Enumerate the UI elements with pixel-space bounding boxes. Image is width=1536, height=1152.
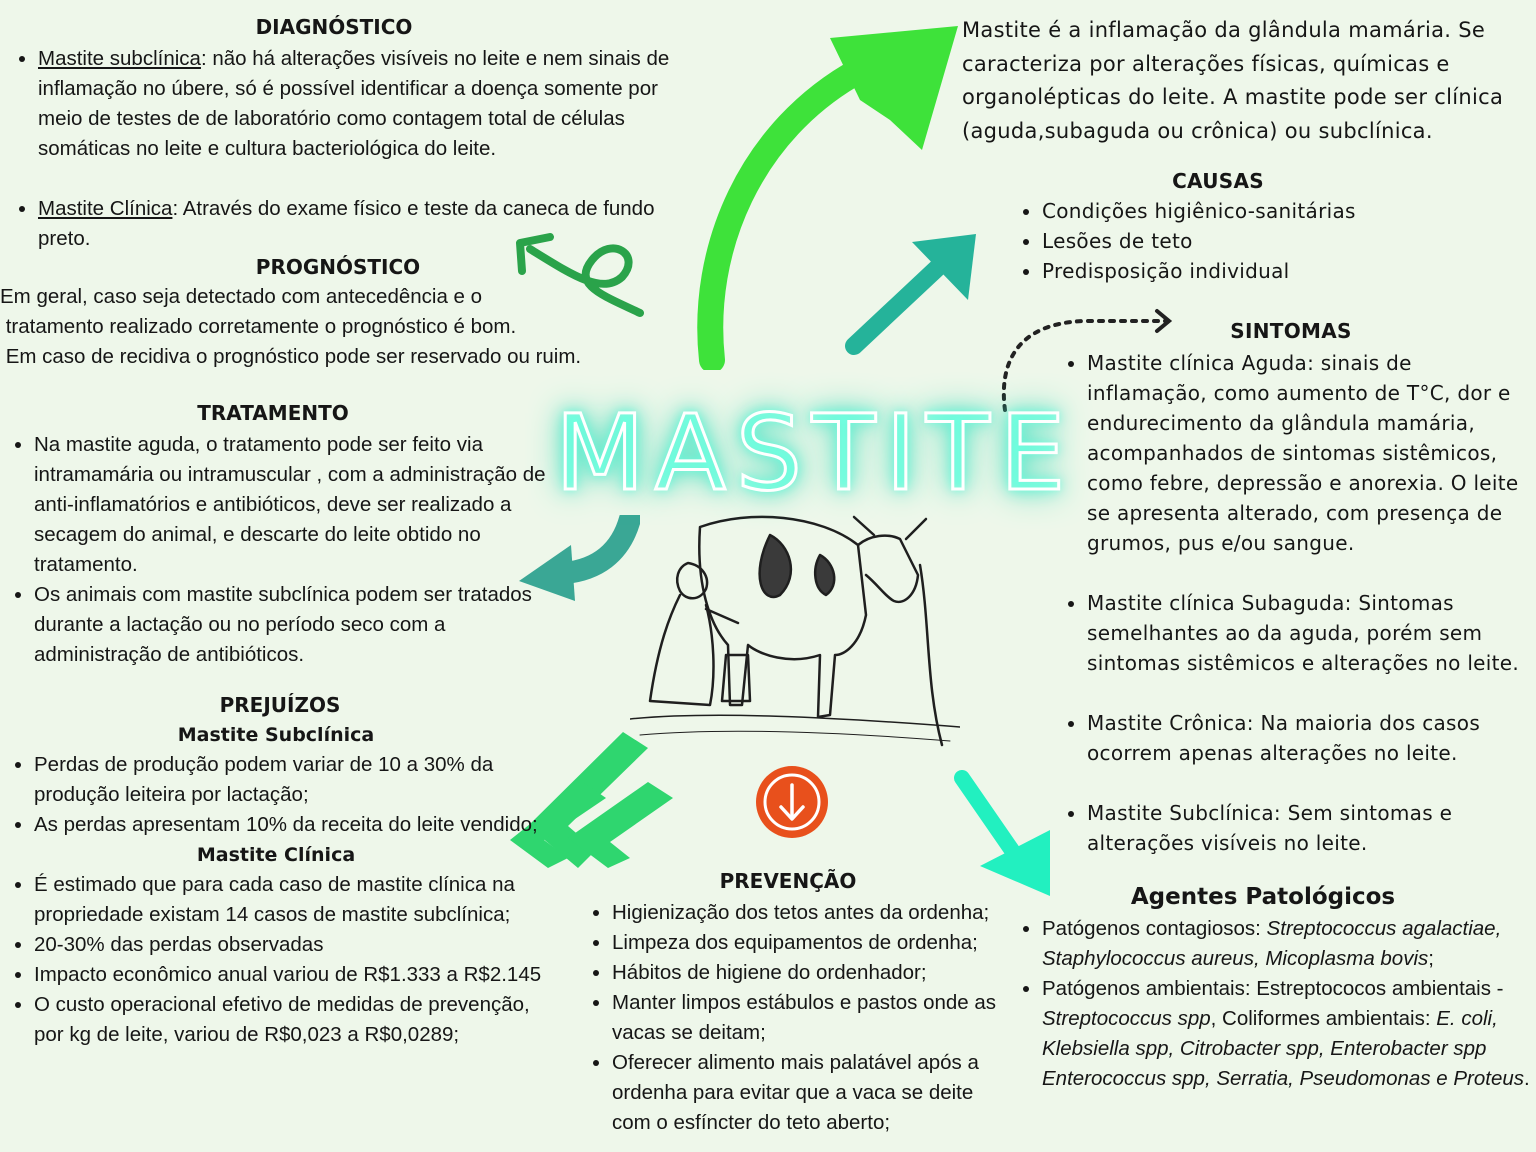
prognostico-heading: PROGNÓSTICO: [255, 255, 421, 279]
sintoma-subaguda: • Mastite clínica Subaguda: Sintomas semelhantes ao da aguda, porém sem sintomas sistêmicos e alterações no leite.: [1087, 588, 1533, 678]
main-title: MASTITE: [555, 392, 1076, 514]
agentes-ambientais-label: Patógenos ambientais: Estreptococos ambientais -: [1042, 977, 1504, 1000]
term-mastite-clinica: Mastite Clínica: [38, 197, 173, 220]
sintoma-aguda: • Mastite clínica Aguda: sinais de inflamação, como aumento de T°C, dor e endurecimento da glândula mamária, acompanhados de sintomas sistêmicos, como febre, depressão e anorexia. O leite se apresenta alterado, com presença de grumos, pus e/ou sangue.: [1087, 348, 1533, 558]
agentes-contagiosos: [1042, 914, 1534, 974]
sintomas-heading: SINTOMAS: [1230, 319, 1352, 343]
teal-arrow-icon: [840, 228, 990, 358]
prejuizos-heading: PREJUÍZOS: [219, 693, 341, 717]
agentes-contagiosos-species: Streptococcus agalactiae, Staphylococcus aureus, Micoplasma bovis: [1042, 917, 1502, 970]
prejuizos-subclinica-heading: Mastite Subclínica: [177, 724, 375, 746]
prognostico-line-2: tratamento realizado corretamente o prognóstico é bom.: [0, 315, 517, 338]
prejuizo-clinica-2: • 20-30% das perdas observadas: [34, 930, 560, 960]
diagnostico-text-clinica: : Através do exame físico e teste da caneca de fundo preto.: [38, 197, 655, 250]
diagnostico-item-clinica: [38, 194, 684, 254]
prevencao-item-1: • Higienização dos tetos antes da ordenha;: [612, 898, 1008, 928]
diagnostico-heading: DIAGNÓSTICO: [255, 15, 413, 39]
prevencao-item-5: • Oferecer alimento mais palatável após a ordenha para evitar que a vaca se deite com o esfíncter do teto aberto;: [612, 1048, 1008, 1138]
prognostico-line-3: Em caso de recidiva o prognóstico pode ser reservado ou ruim.: [0, 345, 582, 368]
cow-milking-illustration: [630, 505, 960, 755]
agentes-ambientais-species-1: Streptococcus spp: [1042, 1007, 1211, 1030]
causa-item-2: • Lesões de teto: [1042, 226, 1428, 256]
agentes-ambientais-species-2: E. coli, Klebsiella spp, Citrobacter spp, Enterobacter spp Enterococcus spp, Serratia, Pseudomonas e Proteus: [1042, 1007, 1525, 1090]
down-arrow-button-icon[interactable]: [753, 763, 831, 841]
causa-item-3: • Predisposição individual: [1042, 256, 1428, 286]
tratamento-section: [0, 398, 560, 670]
prevencao-item-4: • Manter limpos estábulos e pastos onde as vacas se deitam;: [612, 988, 1008, 1048]
agentes-ambientais-end: .: [1524, 1067, 1530, 1090]
prejuizo-subclinica-1: • Perdas de produção podem variar de 10 a 30% da produção leiteira por lactação;: [34, 750, 560, 810]
agentes-heading: Agentes Patológicos: [1130, 884, 1396, 910]
diagnostico-item-subclinica: [38, 44, 684, 164]
prejuizo-clinica-3: • Impacto econômico anual variou de R$1.333 a R$2.145: [34, 960, 560, 990]
agentes-ambientais: [1042, 974, 1534, 1094]
causas-section: [1008, 166, 1428, 286]
agentes-ambientais-mid: , Coliformes ambientais:: [1210, 1007, 1437, 1030]
term-mastite-subclinica: Mastite subclínica: [38, 47, 201, 70]
diagnostico-text-subclinica: : não há alterações visíveis no leite e nem sinais de inflamação no úbere, só é possível identificar a doença somente por meio de testes de de laboratório como contagem total de células somáticas no leite e cultura bacteriológica do leite.: [38, 47, 670, 160]
prevencao-section: [578, 866, 1008, 1138]
diagnostico-section: [4, 12, 684, 254]
prognostico-line-1: Em geral, caso seja detectado com antecedência e o: [0, 285, 483, 308]
prognostico-section: [0, 252, 680, 372]
prevencao-heading: PREVENÇÃO: [719, 869, 857, 893]
prejuizo-clinica-1: • É estimado que para cada caso de mastite clínica na propriedade existam 14 casos de mastite subclínica;: [34, 870, 560, 930]
causa-item-1: • Condições higiênico-sanitárias: [1042, 196, 1428, 226]
prevencao-item-2: • Limpeza dos equipamentos de ordenha;: [612, 928, 1008, 958]
intro-text: Mastite é a inflamação da glândula mamária. Se caracteriza por alterações físicas, químicas e organolépticas do leite. A mastite pode ser clínica (aguda,subaguda ou crônica) ou subclínica.: [962, 18, 1504, 143]
agentes-contagiosos-end: ;: [1428, 947, 1434, 970]
prevencao-item-3: • Hábitos de higiene do ordenhador;: [612, 958, 1008, 988]
causas-heading: CAUSAS: [1172, 169, 1264, 193]
tratamento-item-2: • Os animais com mastite subclínica podem ser tratados durante a lactação ou no período seco com a administração de antibióticos.: [34, 580, 560, 670]
prejuizo-subclinica-2: • As perdas apresentam 10% da receita do leite vendido;: [34, 810, 560, 840]
sintoma-subclinica: • Mastite Subclínica: Sem sintomas e alterações visíveis no leite.: [1087, 798, 1533, 858]
sintomas-section: [1053, 316, 1533, 858]
prejuizos-clinica-heading: Mastite Clínica: [196, 844, 356, 866]
tratamento-heading: TRATAMENTO: [197, 401, 349, 425]
sintoma-cronica: • Mastite Crônica: Na maioria dos casos ocorrem apenas alterações no leite.: [1087, 708, 1533, 768]
agentes-section: [1008, 882, 1534, 1094]
agentes-contagiosos-label: Patógenos contagiosos:: [1042, 917, 1267, 940]
prejuizos-section: [0, 690, 560, 1050]
prejuizo-clinica-4: • O custo operacional efetivo de medidas de prevenção, por kg de leite, variou de R$0,023 a R$0,0289;: [34, 990, 560, 1050]
tratamento-item-1: • Na mastite aguda, o tratamento pode ser feito via intramamária ou intramuscular , com a administração de anti-inflamatórios e antibióticos, deve ser realizado a secagem do animal, e descarte do leite obtido no tratamento.: [34, 430, 560, 580]
